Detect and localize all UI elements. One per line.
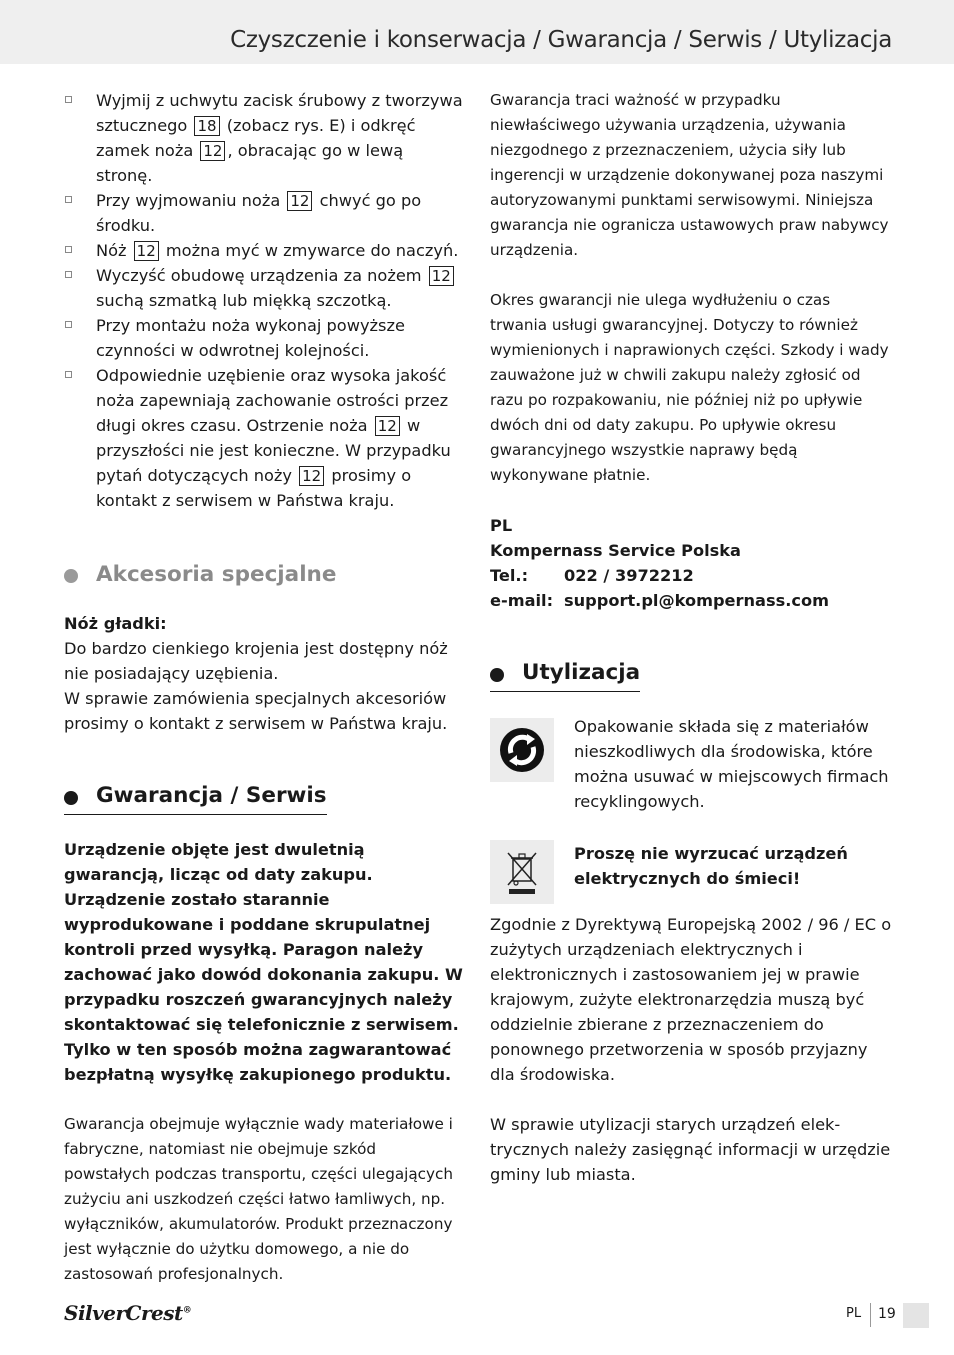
task-text: Przy montażu noża wykonaj powyższe czynności w odwrotnej kolejności. (96, 316, 405, 360)
list-item (64, 363, 464, 513)
service-contact (490, 513, 892, 613)
packaging-row (490, 714, 892, 814)
weee-warning: Proszę nie wyrzucać urządzeń elektrycznych do śmieci! (574, 844, 848, 888)
bullet-dot-icon (64, 569, 78, 583)
task-text: Wyjmij z uchwytu zacisk śrubowy z tworzywa sztucznego (96, 91, 463, 135)
directive-text: Zgodnie z Dyrektywą Europejską 2002 / 96 / EC o zużytych urządzeniach elektrycznych i elektronicznych i zastosowaniem jej w prawie krajowym, zużyte elektronarzędzia muszą być oddzielnie zbierane z przeznaczeniem do ponownego przetworzenia w sposób przyjazny dla środowiska. (490, 915, 892, 1084)
list-item (64, 188, 464, 238)
phone-label: Tel.: (490, 566, 529, 585)
left-column (64, 88, 464, 1287)
warranty-text-3: Okres gwarancji nie ulega wydłużeniu o czas trwania usługi gwarancyjnej. Dotyczy to również wymienionych i naprawionych części. Szkody i wady zauważone już w chwili zakupu należy zgłosić od razu po rozpakowaniu, nie później niż po upływie dwóch dni od daty zakupu. Po upływie okresu gwarancyjnego wszystkie naprawy będą wykonywane płatnie. (490, 291, 889, 484)
right-column (490, 88, 892, 1187)
task-text: Odpowiednie uzębienie oraz wysoka jakość noża zapewniają zachowanie ostrości przez długi okres czasu. Ostrzenie noża (96, 366, 449, 435)
task-text: Przy wyjmowaniu noża (96, 191, 286, 210)
task-text: Nóż (96, 241, 132, 260)
contact-company: Kompernass Service Polska (490, 541, 741, 560)
contact-country: PL (490, 516, 513, 535)
list-item (64, 88, 464, 188)
accessories-heading: Akcesoria specjalne (64, 561, 464, 591)
accessories-text-1: Do bardzo cienkiego krojenia jest dostępny nóż nie posiadający uzębienia. (64, 639, 448, 683)
task-text: suchą szmatką lub miękką szczotką. (96, 291, 392, 310)
checkbox-square-icon (65, 271, 72, 278)
task-text: (zobacz rys. E) i odkręć zamek noża (96, 116, 416, 160)
brand-name: SilverCrest (64, 1301, 183, 1325)
page-title: Czyszczenie i konserwacja / Gwarancja / Serwis / Utylizacja (230, 27, 892, 53)
footer-divider (870, 1303, 871, 1327)
packaging-text: Opakowanie składa się z materiałów nieszkodliwych dla środowiska, które można usuwać w miejscowych firmach recyklingowych. (574, 717, 889, 811)
recycle-icon (490, 718, 554, 782)
part-reference: 12 (429, 266, 454, 286)
checkbox-square-icon (65, 371, 72, 378)
cleaning-steps-list (64, 88, 464, 513)
part-reference: 18 (194, 116, 219, 136)
bullet-dot-icon (64, 791, 78, 805)
task-text: , obracając go w lewą stronę. (96, 141, 404, 185)
task-text: chwyć go po środku. (96, 191, 422, 235)
part-reference: 12 (200, 141, 225, 161)
page-number: 19 (878, 1306, 896, 1322)
list-item (64, 263, 464, 313)
contact-email (490, 588, 892, 613)
email-address: support.pl@kompernass.com (564, 591, 829, 610)
checkbox-square-icon (65, 196, 72, 203)
checkbox-square-icon (65, 321, 72, 328)
task-text: Wyczyść obudowę urządzenia za nożem (96, 266, 427, 285)
part-reference: 12 (375, 416, 400, 436)
bullet-dot-icon (490, 668, 504, 682)
email-label: e-mail: (490, 591, 554, 610)
footer-tab (903, 1303, 929, 1328)
part-reference: 12 (134, 241, 159, 261)
part-reference: 12 (287, 191, 312, 211)
checkbox-square-icon (65, 96, 72, 103)
checkbox-square-icon (65, 246, 72, 253)
warranty-bold-text: Urządzenie objęte jest dwuletnią gwarancją, licząc od daty zakupu. Urządzenie zostało starannie wyprodukowane i poddane skrupulatnej kontroli przed wysyłką. Paragon należy zachować jako dowód dokonania zakupu. W przypadku roszczeń gwarancyjnych należy skontaktować się telefonicznie z serwisem. Tylko w ten sposób można zagwarantować bezpłatną wysyłkę zakupionego produktu. (64, 840, 463, 1084)
footer-language: PL (846, 1306, 862, 1321)
crossed-bin-icon (490, 840, 554, 904)
registered-mark: ® (182, 1305, 192, 1316)
disposal-info-text: W sprawie utylizacji starych urządzeń elek-trycznych należy zasięgnąć informacji w urzędzie gminy lub miasta. (490, 1115, 891, 1184)
warranty-heading: Gwarancja / Serwis (64, 782, 327, 815)
contact-phone (490, 563, 892, 588)
phone-number: 022 / 3972212 (564, 566, 694, 585)
task-text: w przyszłości nie jest konieczne. W przypadku pytań dotyczących noży (96, 416, 451, 485)
warranty-text-2: Gwarancja traci ważność w przypadku niewłaściwego używania urządzenia, używania niezgodnego z przeznaczeniem, użycia siły lub ingerencji w urządzenie dokonywanej poza naszymi autoryzowanymi punktami serwisowymi. Niniejsza gwarancja nie ogranicza ustawowych praw nabywcy urządzenia. (490, 91, 889, 259)
list-item (64, 238, 464, 263)
task-text: można myć w zmywarce do naczyń. (160, 241, 459, 260)
part-reference: 12 (299, 466, 324, 486)
list-item (64, 313, 464, 363)
page-header (0, 0, 954, 64)
disposal-heading: Utylizacja (490, 659, 640, 692)
task-text: prosimy o kontakt z serwisem w Państwa kraju. (96, 466, 412, 510)
silvercrest-logo (64, 1301, 191, 1325)
weee-row (490, 836, 892, 900)
accessories-text-2: W sprawie zamówienia specjalnych akcesoriów prosimy o kontakt z serwisem w Państwa kraju. (64, 689, 448, 733)
smooth-knife-subheading: Nóż gładki: (64, 614, 167, 633)
warranty-text-1: Gwarancja obejmuje wyłącznie wady materiałowe i fabryczne, natomiast nie obejmuje szkód powstałych podczas transportu, części ulegających zużyciu ani uszkodzeń części łatwo łamliwych, np. wyłączników, akumulatorów. Produkt przeznaczony jest wyłącznie do użytku domowego, a nie do zastosowań profesjonalnych. (64, 1115, 453, 1283)
